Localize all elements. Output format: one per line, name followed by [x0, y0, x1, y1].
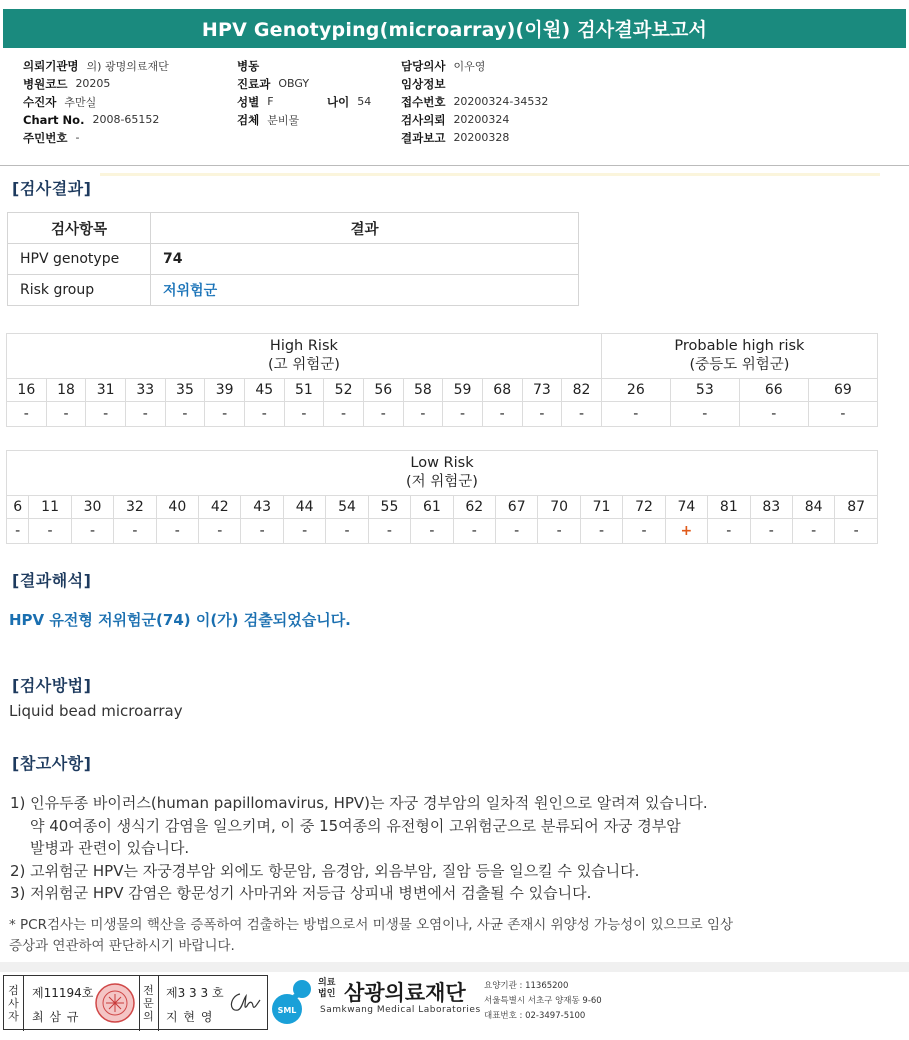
contact-line: 서울특별시 서초구 양재동 9-60 — [484, 996, 602, 1006]
info-label: 의뢰기관명 — [23, 58, 79, 73]
pcr-note — [9, 915, 889, 957]
reference-line: 2) 고위험군 HPV는 자궁경부암 외에도 항문암, 음경암, 외음부암, 질암 등을 일으킬 수 있습니다. — [10, 861, 640, 880]
divider — [100, 173, 880, 176]
contact-line: 요양기관 : 11365200 — [484, 981, 569, 991]
detection-cell: - — [199, 519, 241, 544]
info-label: 주민번호 — [23, 130, 68, 145]
detection-cell: - — [283, 519, 325, 544]
genotype-cell: 43 — [241, 496, 283, 519]
header-item: 검사항목 — [8, 213, 151, 244]
vertical-label: 전 문 의 — [143, 984, 154, 1023]
genotype-cell: 66 — [739, 379, 808, 402]
org-english-name: Samkwang Medical Laboratories — [320, 1005, 481, 1015]
genotype-cell: 32 — [114, 496, 156, 519]
section-references-title: [참고사항] — [12, 754, 92, 773]
detection-cell: - — [739, 402, 808, 427]
genotype-cell: 81 — [708, 496, 750, 519]
table-row — [8, 244, 579, 275]
detection-cell: - — [403, 402, 443, 427]
note-line: 증상과 연관하여 판단하시기 바랍니다. — [9, 938, 235, 954]
footer-divider — [0, 962, 909, 972]
age-field — [327, 93, 371, 110]
logo-text: SML — [277, 1006, 297, 1015]
info-value: - — [75, 131, 80, 144]
interpretation-text: HPV 유전형 저위험군(74) 이(가) 검출되었습니다. — [9, 611, 351, 629]
detection-cell: - — [835, 519, 878, 544]
info-field — [237, 111, 299, 128]
probable-risk-subtitle: (중등도 위험군) — [689, 357, 790, 373]
info-label: 검사의뢰 — [401, 112, 446, 127]
info-field — [23, 57, 169, 74]
detection-cell: - — [792, 519, 834, 544]
note-line: * PCR검사는 미생물의 핵산을 증폭하여 검출하는 방법으로서 미생물 오염이나, 사균 존재시 위양성 가능성이 있으므로 임상 — [9, 917, 734, 933]
genotype-cell: 42 — [199, 496, 241, 519]
detection-cell: - — [443, 402, 483, 427]
info-field — [23, 75, 110, 92]
high-risk-subtitle: (고 위험군) — [267, 357, 340, 373]
sml-logo-icon — [272, 977, 316, 1027]
org-contact — [484, 979, 602, 1024]
detection-cell: - — [86, 402, 126, 427]
signature-icon — [226, 986, 264, 1020]
genotype-cell: 40 — [156, 496, 198, 519]
detection-cell: - — [7, 402, 47, 427]
age-value: 54 — [357, 95, 372, 108]
detection-cell: - — [324, 402, 364, 427]
detection-cell: - — [165, 402, 205, 427]
detection-cell: - — [125, 402, 165, 427]
genotype-cell: 16 — [7, 379, 47, 402]
detection-cell: - — [241, 519, 283, 544]
info-label: 진료과 — [237, 76, 271, 91]
detection-cell: - — [411, 519, 453, 544]
inspector-name: 최 삼 규 — [32, 1010, 80, 1024]
high-risk-title: High Risk — [269, 338, 338, 354]
info-value: 추만실 — [64, 95, 97, 109]
section-results-title: [검사결과] — [12, 179, 92, 198]
reference-line: 약 40여종이 생식기 감염을 일으키며, 이 중 15여종의 유전형이 고위험군으로 분류되어 자궁 경부암 — [30, 816, 681, 835]
genotype-cell: 67 — [496, 496, 538, 519]
info-value: 분비물 — [267, 113, 300, 127]
detection-cell: - — [670, 402, 739, 427]
signature-box — [3, 975, 268, 1030]
table-row — [8, 275, 579, 306]
detection-cell: - — [368, 519, 410, 544]
detection-cell: - — [244, 402, 284, 427]
genotype-value: 74 — [151, 244, 579, 275]
info-field — [401, 111, 509, 128]
detection-cell: - — [46, 402, 86, 427]
genotype-cell: 74 — [665, 496, 707, 519]
detection-cell: - — [522, 402, 562, 427]
high-risk-header — [7, 334, 602, 379]
info-label: Chart No. — [23, 112, 85, 127]
genotype-cell: 59 — [443, 379, 483, 402]
detection-cell: - — [71, 519, 113, 544]
probable-risk-header — [601, 334, 877, 379]
detection-cell: - — [453, 519, 495, 544]
detection-cell: - — [205, 402, 245, 427]
info-value: F — [267, 95, 274, 108]
org-tag: 의료법인 — [318, 978, 336, 999]
detection-cell: - — [114, 519, 156, 544]
genotype-cell: 26 — [601, 379, 670, 402]
genotype-cell: 68 — [482, 379, 522, 402]
genotype-cell: 69 — [808, 379, 877, 402]
age-label: 나이 — [327, 94, 350, 109]
reference-line: 발병과 관련이 있습니다. — [30, 839, 190, 857]
genotype-cell: 83 — [750, 496, 792, 519]
info-field — [401, 93, 548, 110]
detection-cell: - — [326, 519, 368, 544]
genotype-cell: 70 — [538, 496, 580, 519]
genotype-cell: 54 — [326, 496, 368, 519]
info-value: 20200328 — [453, 131, 510, 144]
genotype-cell: 72 — [623, 496, 665, 519]
genotype-cell: 52 — [324, 379, 364, 402]
vertical-label: 검 사 자 — [8, 984, 19, 1023]
patient-info — [0, 54, 909, 166]
genotype-cell: 87 — [835, 496, 878, 519]
method-text: Liquid bead microarray — [9, 702, 183, 720]
info-field — [401, 75, 453, 92]
info-label: 담당의사 — [401, 58, 446, 73]
row-item: HPV genotype — [8, 244, 151, 275]
genotype-cell: 51 — [284, 379, 324, 402]
genotype-cell: 61 — [411, 496, 453, 519]
genotype-cell: 62 — [453, 496, 495, 519]
detection-cell: - — [7, 519, 29, 544]
genotype-cell: 39 — [205, 379, 245, 402]
info-field — [237, 57, 267, 74]
info-label: 병동 — [237, 58, 260, 73]
high-risk-table — [6, 333, 878, 427]
genotype-cell: 44 — [283, 496, 325, 519]
inspector-number: 제11194호 — [32, 986, 94, 1000]
row-item: Risk group — [8, 275, 151, 306]
probable-risk-title: Probable high risk — [674, 338, 805, 354]
low-risk-title: Low Risk — [410, 455, 474, 471]
genotype-cell: 35 — [165, 379, 205, 402]
detection-cell: - — [601, 402, 670, 427]
detection-cell: - — [29, 519, 71, 544]
info-label: 임상정보 — [401, 76, 446, 91]
info-field — [401, 57, 485, 74]
section-interpretation-title: [결과해석] — [12, 571, 92, 590]
genotype-cell: 71 — [580, 496, 622, 519]
inspector-label — [4, 976, 24, 1031]
info-label: 병원코드 — [23, 76, 68, 91]
seal-stamp — [94, 982, 136, 1024]
report-title: HPV Genotyping(microarray)(이원) 검사결과보고서 — [3, 9, 906, 48]
info-value: 의) 광명의료재단 — [86, 59, 169, 73]
detection-cell: + — [665, 519, 707, 544]
header-result: 결과 — [151, 213, 579, 244]
genotype-cell: 56 — [363, 379, 403, 402]
genotype-cell: 84 — [792, 496, 834, 519]
info-value: 이우영 — [453, 59, 486, 73]
info-value: 20200324 — [453, 113, 510, 126]
org-name: 삼광의료재단 — [344, 981, 466, 1005]
detection-cell: - — [538, 519, 580, 544]
risk-group-value: 저위험군 — [151, 275, 579, 306]
info-label: 성별 — [237, 94, 260, 109]
reference-line: 1) 인유두종 바이러스(human papillomavirus, HPV)는 자궁 경부암의 일차적 원인으로 알려져 있습니다. — [10, 794, 708, 812]
genotype-cell: 6 — [7, 496, 29, 519]
genotype-cell: 53 — [670, 379, 739, 402]
info-value: 2008-65152 — [92, 113, 160, 126]
low-risk-subtitle: (저 위험군) — [406, 474, 478, 490]
info-label: 수진자 — [23, 94, 57, 109]
detection-cell: - — [808, 402, 877, 427]
detection-cell: - — [363, 402, 403, 427]
genotype-cell: 11 — [29, 496, 71, 519]
specialist-label — [139, 976, 159, 1031]
low-risk-header — [7, 451, 878, 496]
info-field — [237, 75, 309, 92]
info-value: OBGY — [278, 77, 310, 90]
info-field — [401, 129, 509, 146]
detection-cell: - — [750, 519, 792, 544]
genotype-cell: 18 — [46, 379, 86, 402]
detection-cell: - — [580, 519, 622, 544]
genotype-cell: 58 — [403, 379, 443, 402]
reference-line: 3) 저위험군 HPV 감염은 항문성기 사마귀와 저등급 상피내 병변에서 검출될 수 있습니다. — [10, 884, 592, 902]
info-field — [237, 93, 274, 110]
genotype-cell: 45 — [244, 379, 284, 402]
info-field — [23, 111, 159, 128]
genotype-cell: 33 — [125, 379, 165, 402]
detection-cell: - — [562, 402, 602, 427]
genotype-cell: 73 — [522, 379, 562, 402]
specialist-name: 지 현 영 — [166, 1010, 214, 1024]
specialist-number: 제3 3 3 호 — [166, 986, 224, 1000]
contact-line: 대표번호 : 02-3497-5100 — [484, 1011, 586, 1021]
detection-cell: - — [156, 519, 198, 544]
info-field — [23, 129, 79, 146]
info-label: 검체 — [237, 112, 260, 127]
detection-cell: - — [708, 519, 750, 544]
detection-cell: - — [284, 402, 324, 427]
result-table — [7, 212, 579, 306]
info-label: 결과보고 — [401, 130, 446, 145]
detection-cell: - — [623, 519, 665, 544]
detection-cell: - — [496, 519, 538, 544]
low-risk-table — [6, 450, 878, 544]
info-value: 20200324-34532 — [453, 95, 549, 108]
detection-cell: - — [482, 402, 522, 427]
section-method-title: [검사방법] — [12, 676, 92, 695]
genotype-cell: 55 — [368, 496, 410, 519]
references-list — [10, 792, 708, 905]
genotype-cell: 82 — [562, 379, 602, 402]
genotype-cell: 31 — [86, 379, 126, 402]
info-value: 20205 — [75, 77, 111, 90]
info-label: 접수번호 — [401, 94, 446, 109]
info-field — [23, 93, 96, 110]
genotype-cell: 30 — [71, 496, 113, 519]
